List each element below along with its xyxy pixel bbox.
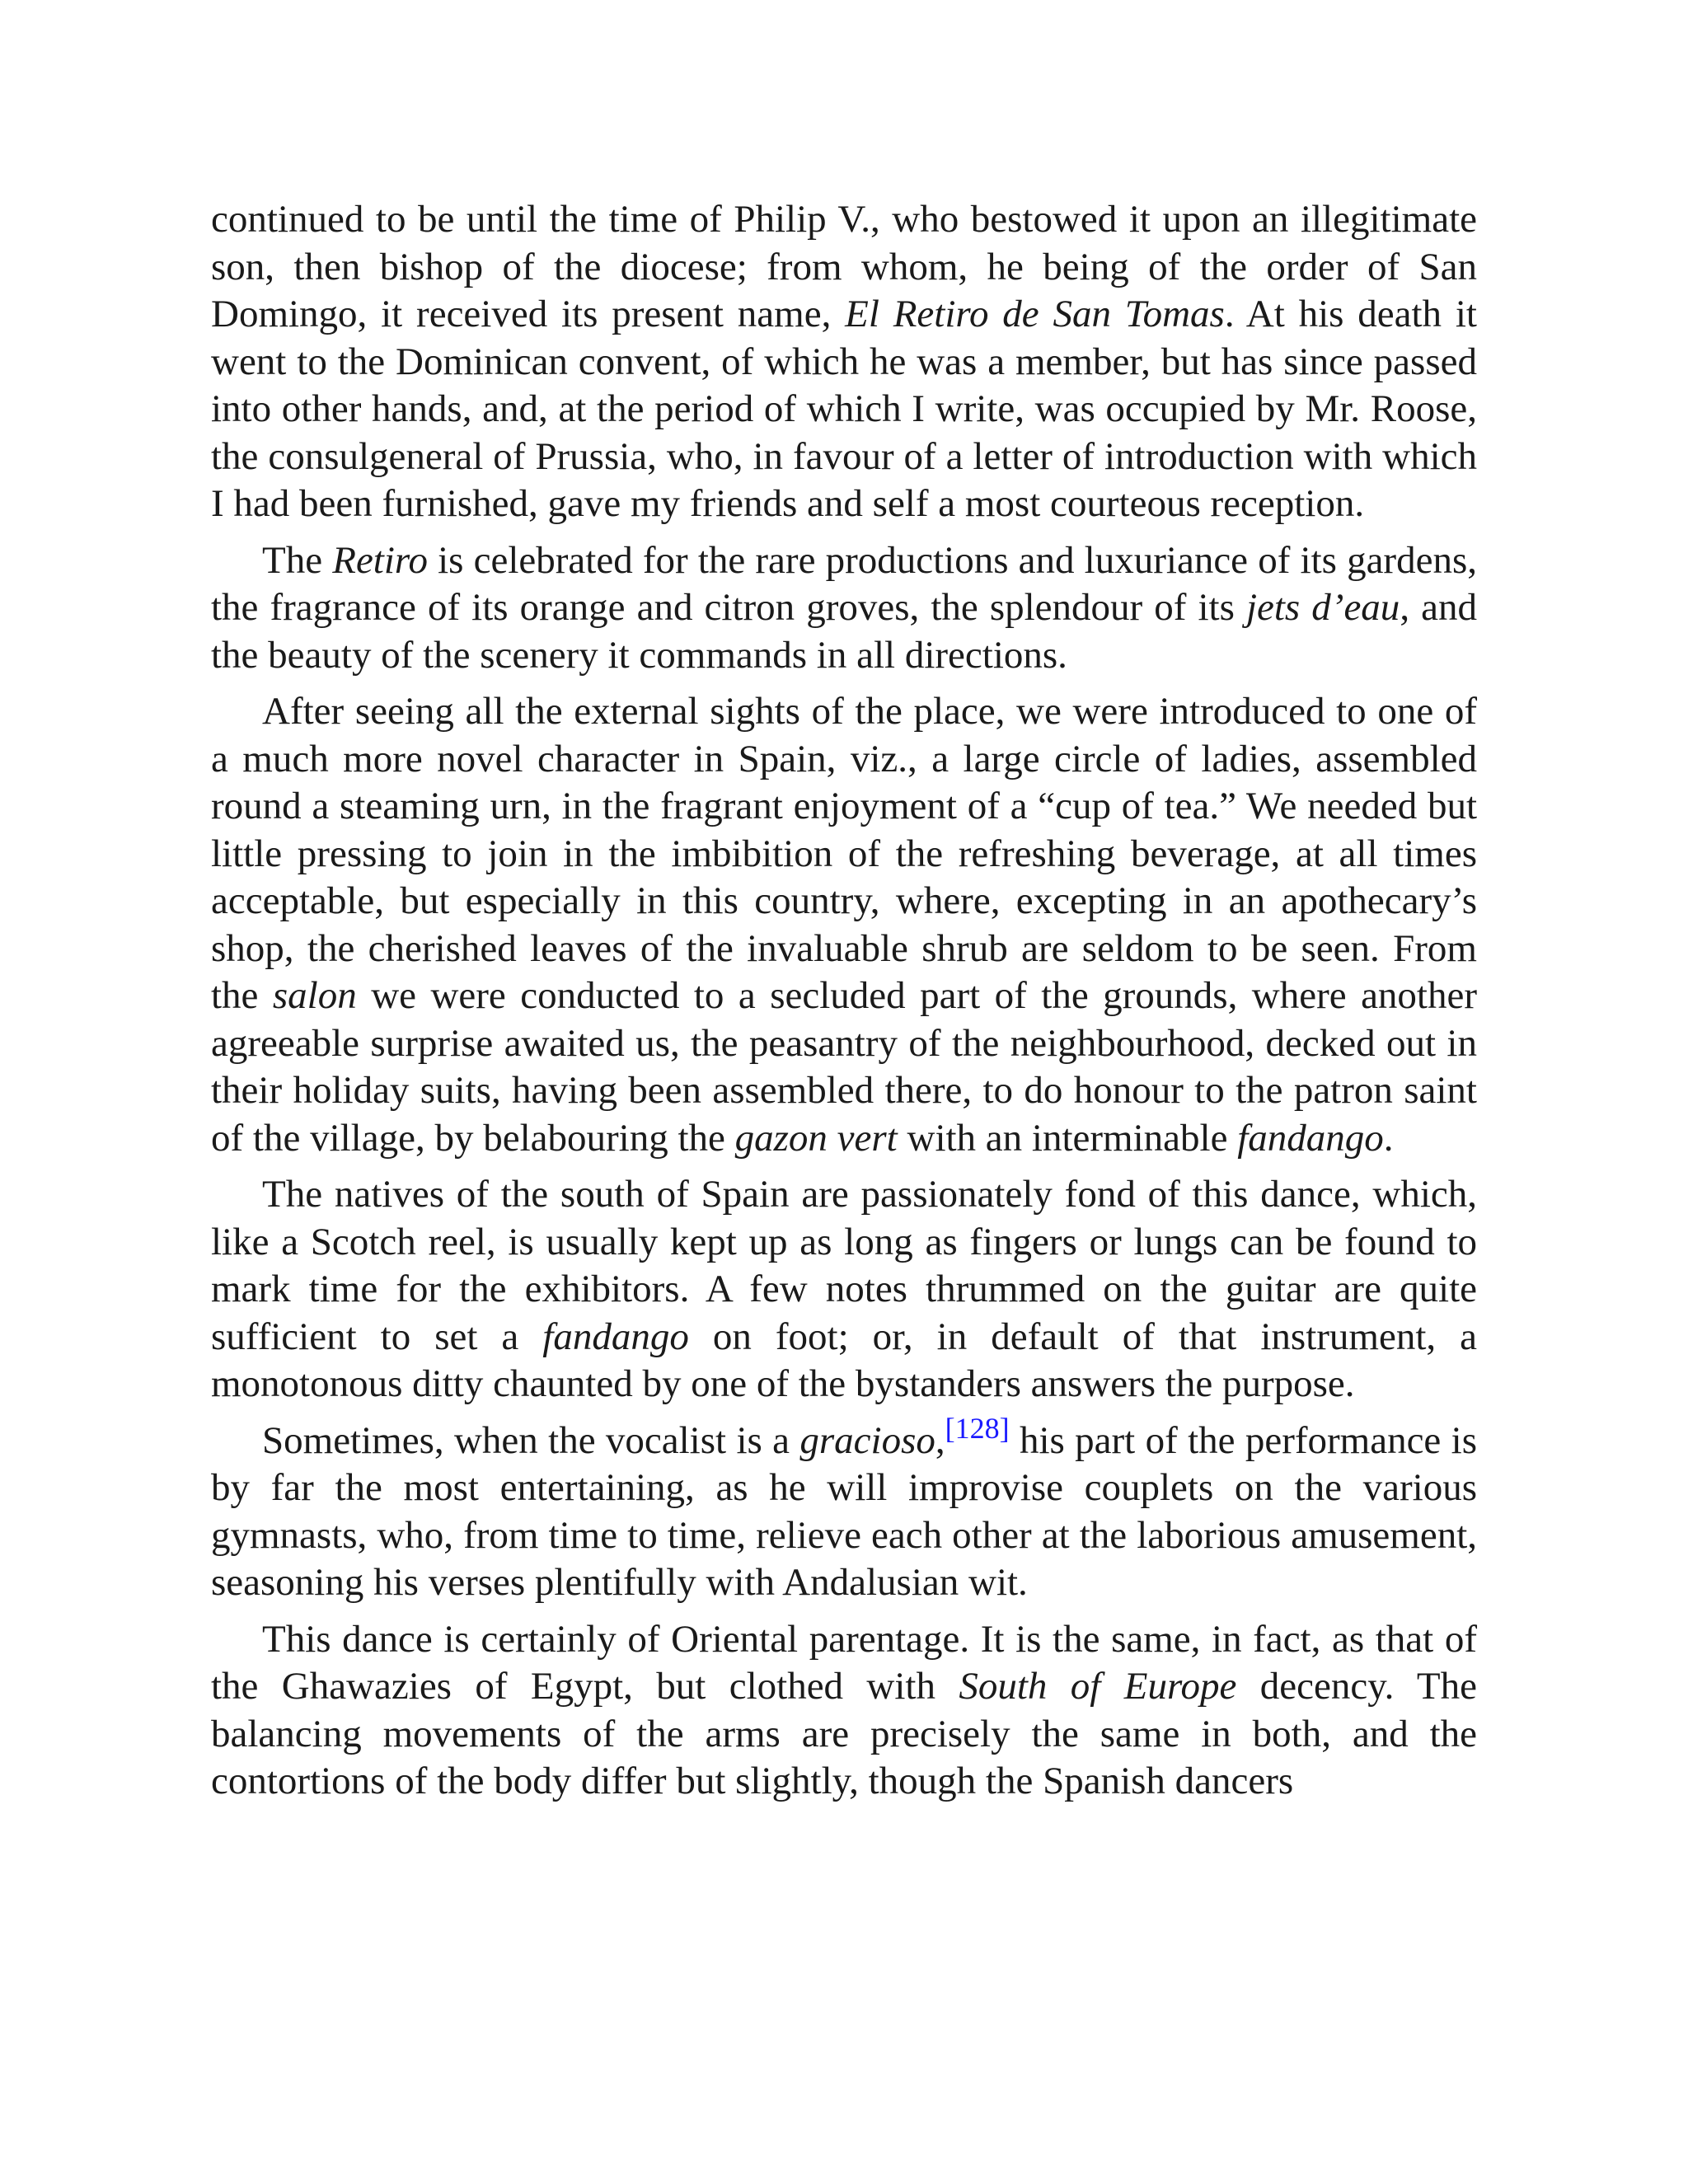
paragraph-oriental-parentage: [211, 1616, 1477, 1806]
text-run: The natives of the south of Spain are passionately fond of this dance, which, like a Scotch reel, is usually kept up as long as fingers or lungs can be found to mark time for the exhibitors. A few notes thrummed on the guitar are quite sufficient to set a: [211, 1173, 1477, 1358]
text-run: The: [262, 538, 333, 582]
paragraph-natives-dance: [211, 1171, 1477, 1408]
paragraph-gracioso: [211, 1411, 1477, 1607]
text-run: , and the beauty of the scenery it commands in all directions.: [211, 586, 1477, 677]
paragraph-tea-and-fandango: [211, 688, 1477, 1162]
italic-text: fandango: [542, 1315, 689, 1358]
paragraph-continued: [211, 196, 1477, 528]
italic-text: El Retiro de San Tomas: [845, 293, 1225, 335]
italic-text: fandango: [1237, 1116, 1384, 1160]
text-run: This dance is certainly of Oriental parentage. It is the same, in fact, as that of the Ghawazies of Egypt, but clothed with: [211, 1617, 1477, 1708]
italic-text: salon: [272, 974, 357, 1017]
italic-text: jets d’eau: [1245, 586, 1400, 629]
text-run: continued to be until the time of Philip V., who bestowed it upon an illegitimate son, then bishop of the diocese; from whom, he being of the order of San Domingo, it received its present name,: [211, 198, 1477, 335]
text-run: is celebrated for the rare productions and luxuriance of its gardens, the fragrance of its orange and citron groves, the splendour of its: [211, 538, 1477, 629]
text-run: with an interminable: [897, 1116, 1238, 1160]
text-run: .: [1383, 1116, 1394, 1160]
text-run: we were conducted to a secluded part of the grounds, where another agreeable surprise awaited us, the peasantry of the neighbourhood, decked out in their holiday suits, having been assembled there, to do honour to the patron saint of the village, by belabouring the: [211, 974, 1478, 1160]
text-run: on foot; or, in default of that instrument, a monotonous ditty chaunted by one of the bystanders answers the purpose.: [211, 1315, 1478, 1405]
text-run: his part of the performance is by far the most entertaining, as he will improvise couplets on the various gymnasts, who, from time to time, relieve each other at the laborious amusement, seasoning his verses plentifully with Andalusian wit.: [211, 1418, 1477, 1604]
text-run: Sometimes, when the vocalist is a: [262, 1418, 800, 1462]
paragraph-retiro-gardens: [211, 537, 1477, 680]
text-run: . At his death it went to the Dominican convent, of which he was a member, but has since passed into other hands, and, at the period of which I write, was occupied by Mr. Roose, the consulgeneral of Prussia, who, in favour of a letter of introduction with which I had been furnished, gave my friends and self a most courteous reception.: [211, 293, 1477, 525]
italic-text: gracioso: [799, 1418, 935, 1462]
italic-text: gazon vert: [734, 1116, 898, 1160]
footnote-ref-link[interactable]: [128]: [945, 1411, 1010, 1445]
italic-text: South of Europe: [959, 1665, 1237, 1708]
text-run: After seeing all the external sights of the place, we were introduced to one of a much more novel character in Spain, viz., a large circle of ladies, assembled round a steaming urn, in the fragrant enjoyment of a “cup of tea.” We needed but little pressing to join in the imbibition of the refreshing beverage, at all times acceptable, but especially in this country, where, excepting in an apothecary’s shop, the cherished leaves of the invaluable shrub are seldom to be seen. From the: [211, 690, 1477, 1017]
italic-text: Retiro: [332, 538, 428, 582]
text-run: ,: [935, 1418, 945, 1462]
text-run: decency. The balancing movements of the arms are precisely the same in both, and the contortions of the body differ but slightly, though the Spanish dancers: [211, 1665, 1477, 1802]
page-body: [211, 196, 1477, 1815]
